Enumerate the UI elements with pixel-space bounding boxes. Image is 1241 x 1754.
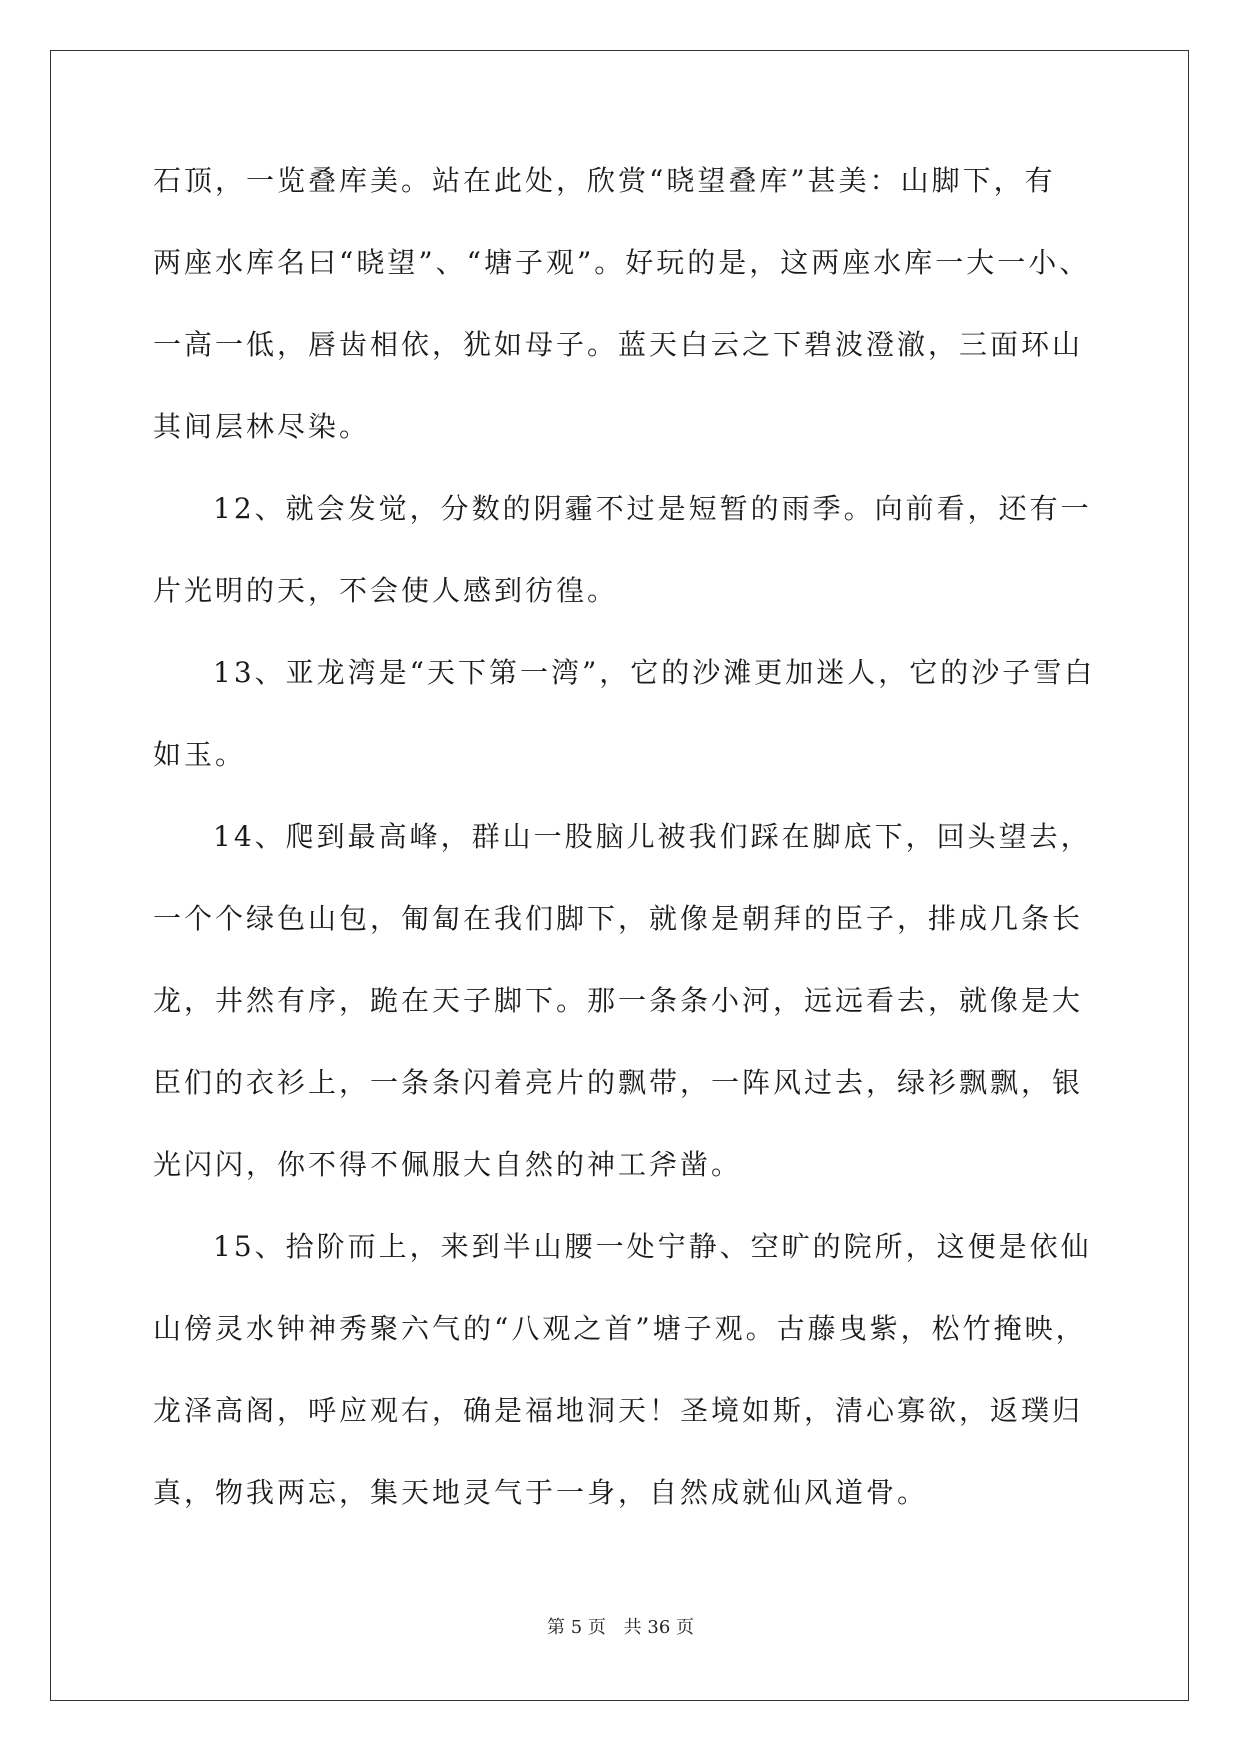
text-line: 其间层林尽染。 xyxy=(153,410,371,443)
page-number: 第 5 页 xyxy=(547,1617,606,1638)
paragraph-14-start: 14、爬到最高峰，群山一股脑儿被我们踩在脚底下，回头望去， xyxy=(213,820,1092,853)
text-line: 片光明的天，不会使人感到彷徨。 xyxy=(153,574,619,607)
text-line: 龙泽高阁，呼应观右，确是福地洞天！圣境如斯，清心寡欲，返璞归 xyxy=(153,1394,1084,1427)
text-line: 光闪闪，你不得不佩服大自然的神工斧凿。 xyxy=(153,1148,743,1181)
text-line: 石顶，一览叠库美。站在此处，欣赏“晓望叠库”甚美：山脚下，有 xyxy=(153,164,1056,197)
document-body xyxy=(153,161,1103,1555)
text-line: 龙，井然有序，跪在天子脚下。那一条条小河，远远看去，就像是大 xyxy=(153,984,1084,1017)
text-line: 一个个绿色山包，匍匐在我们脚下，就像是朝拜的臣子，排成几条长 xyxy=(153,902,1084,935)
page-total: 共 36 页 xyxy=(623,1617,694,1638)
text-line: 如玉。 xyxy=(153,738,247,771)
text-line: 臣们的衣衫上，一条条闪着亮片的飘带，一阵风过去，绿衫飘飘，银 xyxy=(153,1066,1084,1099)
text-line: 两座水库名曰“晓望”、“塘子观”。好玩的是，这两座水库一大一小、 xyxy=(153,246,1091,279)
text-line: 一高一低，唇齿相依，犹如母子。蓝天白云之下碧波澄澈，三面环山 xyxy=(153,328,1084,361)
paragraph-12-start: 12、就会发觉，分数的阴霾不过是短暂的雨季。向前看，还有一 xyxy=(213,492,1092,525)
text-line: 真，物我两忘，集天地灵气于一身，自然成就仙风道骨。 xyxy=(153,1476,929,1509)
text-line: 山傍灵水钟神秀聚六气的“八观之首”塘子观。古藤曳紫，松竹掩映， xyxy=(153,1312,1087,1345)
paragraph-13-start: 13、亚龙湾是“天下第一湾”，它的沙滩更加迷人，它的沙子雪白 xyxy=(213,656,1096,689)
paragraph-15-start: 15、拾阶而上，来到半山腰一处宁静、空旷的院所，这便是依仙 xyxy=(213,1230,1092,1263)
page-footer xyxy=(0,1613,1241,1639)
